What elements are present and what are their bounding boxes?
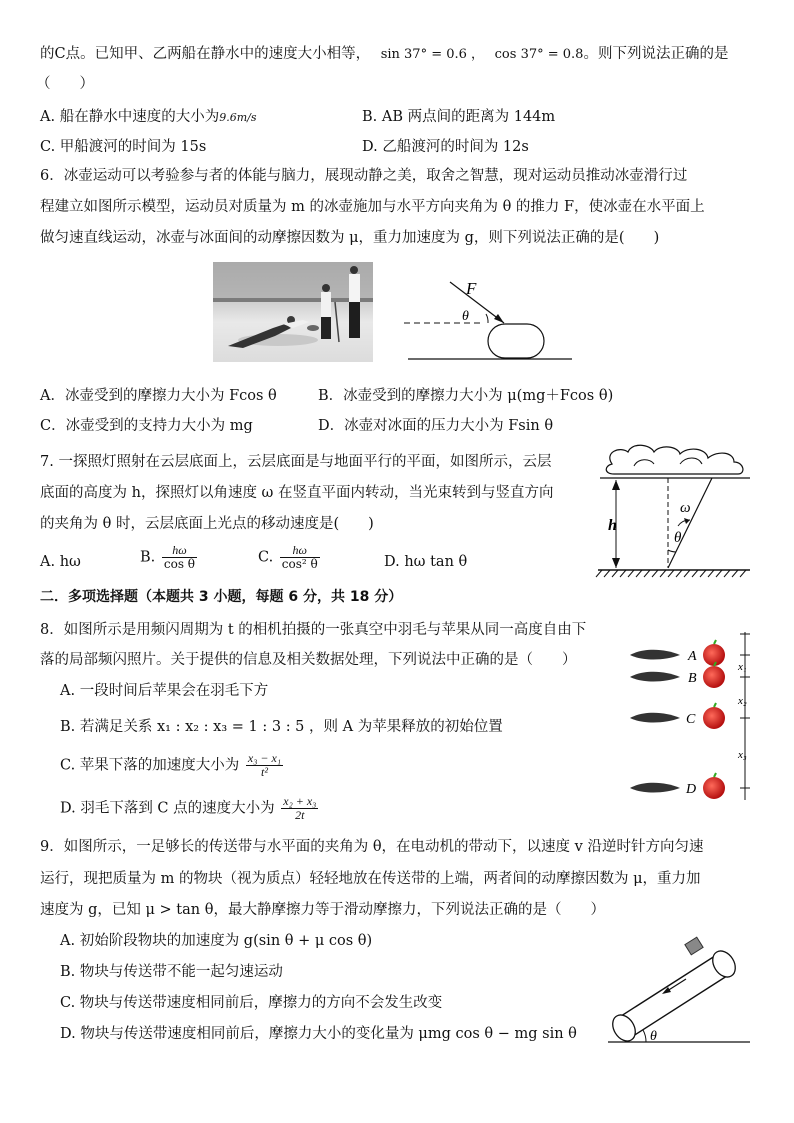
curling-force-diagram — [404, 270, 584, 370]
q7-line2: 底面的高度为 h，探照灯以角速度 ω 在竖直平面内转动，当光束转到与竖直方向 — [40, 485, 554, 501]
q8-option-c: C. 苹果下落的加速度大小为 $\frac{\text{x₃ − x₁}}{\text{t²}}$ — [60, 751, 281, 779]
q6-option-d: D．冰壶对冰面的压力大小为 Fsin θ — [318, 418, 554, 434]
q7-option-b: B. $\frac{h\omega}{\text{cos θ}}$ — [140, 543, 196, 571]
label-c: C — [686, 712, 696, 727]
q9-option-b: B. 物块与传送带不能一起匀速运动 — [60, 964, 283, 980]
label-b: B — [688, 671, 697, 686]
q9-option-c: C. 物块与传送带速度相同前后，摩擦力的方向不会发生改变 — [60, 995, 443, 1011]
q9-option-d: D. 物块与传送带速度相同前后，摩擦力大小的变化量为 μmg cos θ − mg sin θ — [60, 1026, 577, 1042]
curling-photo — [213, 262, 373, 362]
q8-line2: 落的局部频闪照片。关于提供的信息及相关数据处理，下列说法中正确的是（ ） — [40, 652, 577, 668]
q7-option-a: A. hω — [40, 554, 81, 570]
q8-option-a: A. 一段时间后苹果会在羽毛下方 — [60, 683, 269, 699]
q7-line3: 的夹角为 θ 时，云层底面上光点的移动速度是( ) — [40, 516, 374, 532]
x3-label: x₃ — [738, 749, 747, 761]
strobe-photo-diagram — [628, 628, 768, 808]
q5-stem: 的C点。已知甲、乙两船在静水中的速度大小相等， sin 37° = 0.6 ， cos 37° = 0.8。则下列说法正确的是 — [40, 46, 729, 62]
section-heading: 二．多项选择题（本题共 3 小题，每题 6 分，共 18 分） — [40, 589, 403, 605]
q5-option-c: C. 甲船渡河的时间为 15s — [40, 139, 207, 155]
q6-line2: 程建立如图所示模型，运动员对质量为 m 的冰壶施加与水平方向夹角为 θ 的推力 F，使冰壶在水平面上 — [40, 199, 705, 215]
theta-label: θ — [674, 530, 682, 546]
q9-option-a: A. 初始阶段物块的加速度为 g(sin θ + μ cos θ) — [60, 933, 373, 949]
omega-label: ω — [680, 500, 691, 516]
label-a: A — [688, 649, 697, 664]
label-d: D — [686, 782, 697, 797]
force-f-label: F — [466, 279, 477, 298]
q9-line1: 9．如图所示，一足够长的传送带与水平面的夹角为 θ，在电动机的带动下，以速度 v 沿逆时针方向匀速 — [40, 839, 704, 855]
q9-line2: 运行，现把质量为 m 的物块（视为质点）轻轻地放在传送带的上端，两者间的动摩擦因数为 μ，重力加 — [40, 871, 701, 887]
q6-option-b: B．冰壶受到的摩擦力大小为 μ(mg＋Fcos θ) — [318, 388, 614, 404]
x2-label: x₂ — [738, 695, 747, 707]
q6-line3: 做匀速直线运动，冰壶与冰面间的动摩擦因数为 μ，重力加速度为 g，则下列说法正确的是( ) — [40, 230, 660, 246]
q6-option-c: C．冰壶受到的支持力大小为 mg — [40, 418, 253, 434]
q5-option-b: B. AB 两点间的距离为 144m — [362, 109, 556, 125]
theta-label: θ — [462, 309, 469, 324]
q7-line1: 7. 一探照灯照射在云层底面上，云层底面是与地面平行的平面，如图所示，云层 — [40, 454, 552, 470]
q5-option-a: A. 船在静水中速度的大小为9.6m/s — [40, 109, 257, 125]
q6-option-a: A．冰壶受到的摩擦力大小为 Fcos θ — [40, 388, 277, 404]
theta-label: θ — [650, 1029, 657, 1044]
height-label: h — [608, 517, 617, 534]
searchlight-diagram — [594, 440, 754, 580]
q5-blank: （ ） — [36, 76, 94, 92]
q6-line1: 6．冰壶运动可以考验参与者的体能与脑力，展现动静之美，取舍之智慧，现对运动员推动冰壶滑行过 — [40, 168, 688, 184]
conveyor-belt-diagram — [600, 932, 760, 1052]
q9-line3: 速度为 g，已知 μ > tan θ，最大静摩擦力等于滑动摩擦力，下列说法正确的是（ ） — [40, 902, 605, 918]
q5-option-d: D. 乙船渡河的时间为 12s — [362, 139, 529, 155]
q7-option-d: D. hω tan θ — [384, 554, 468, 570]
q7-option-c: C. $\frac{h\omega}{\text{cos² θ}}$ — [258, 543, 318, 571]
q8-line1: 8．如图所示是用频闪周期为 t 的相机拍摄的一张真空中羽毛与苹果从同一高度自由下 — [40, 622, 587, 638]
x1-label: x₁ — [738, 661, 747, 673]
q8-option-d: D. 羽毛下落到 C 点的速度大小为 $\frac{\text{x₂ + x₃}}{2t}$ — [60, 794, 317, 822]
q8-option-b: B. 若满足关系 x₁ : x₂ : x₃ = 1 : 3 : 5 ，则 A 为苹果释放的初始位置 — [60, 719, 503, 735]
